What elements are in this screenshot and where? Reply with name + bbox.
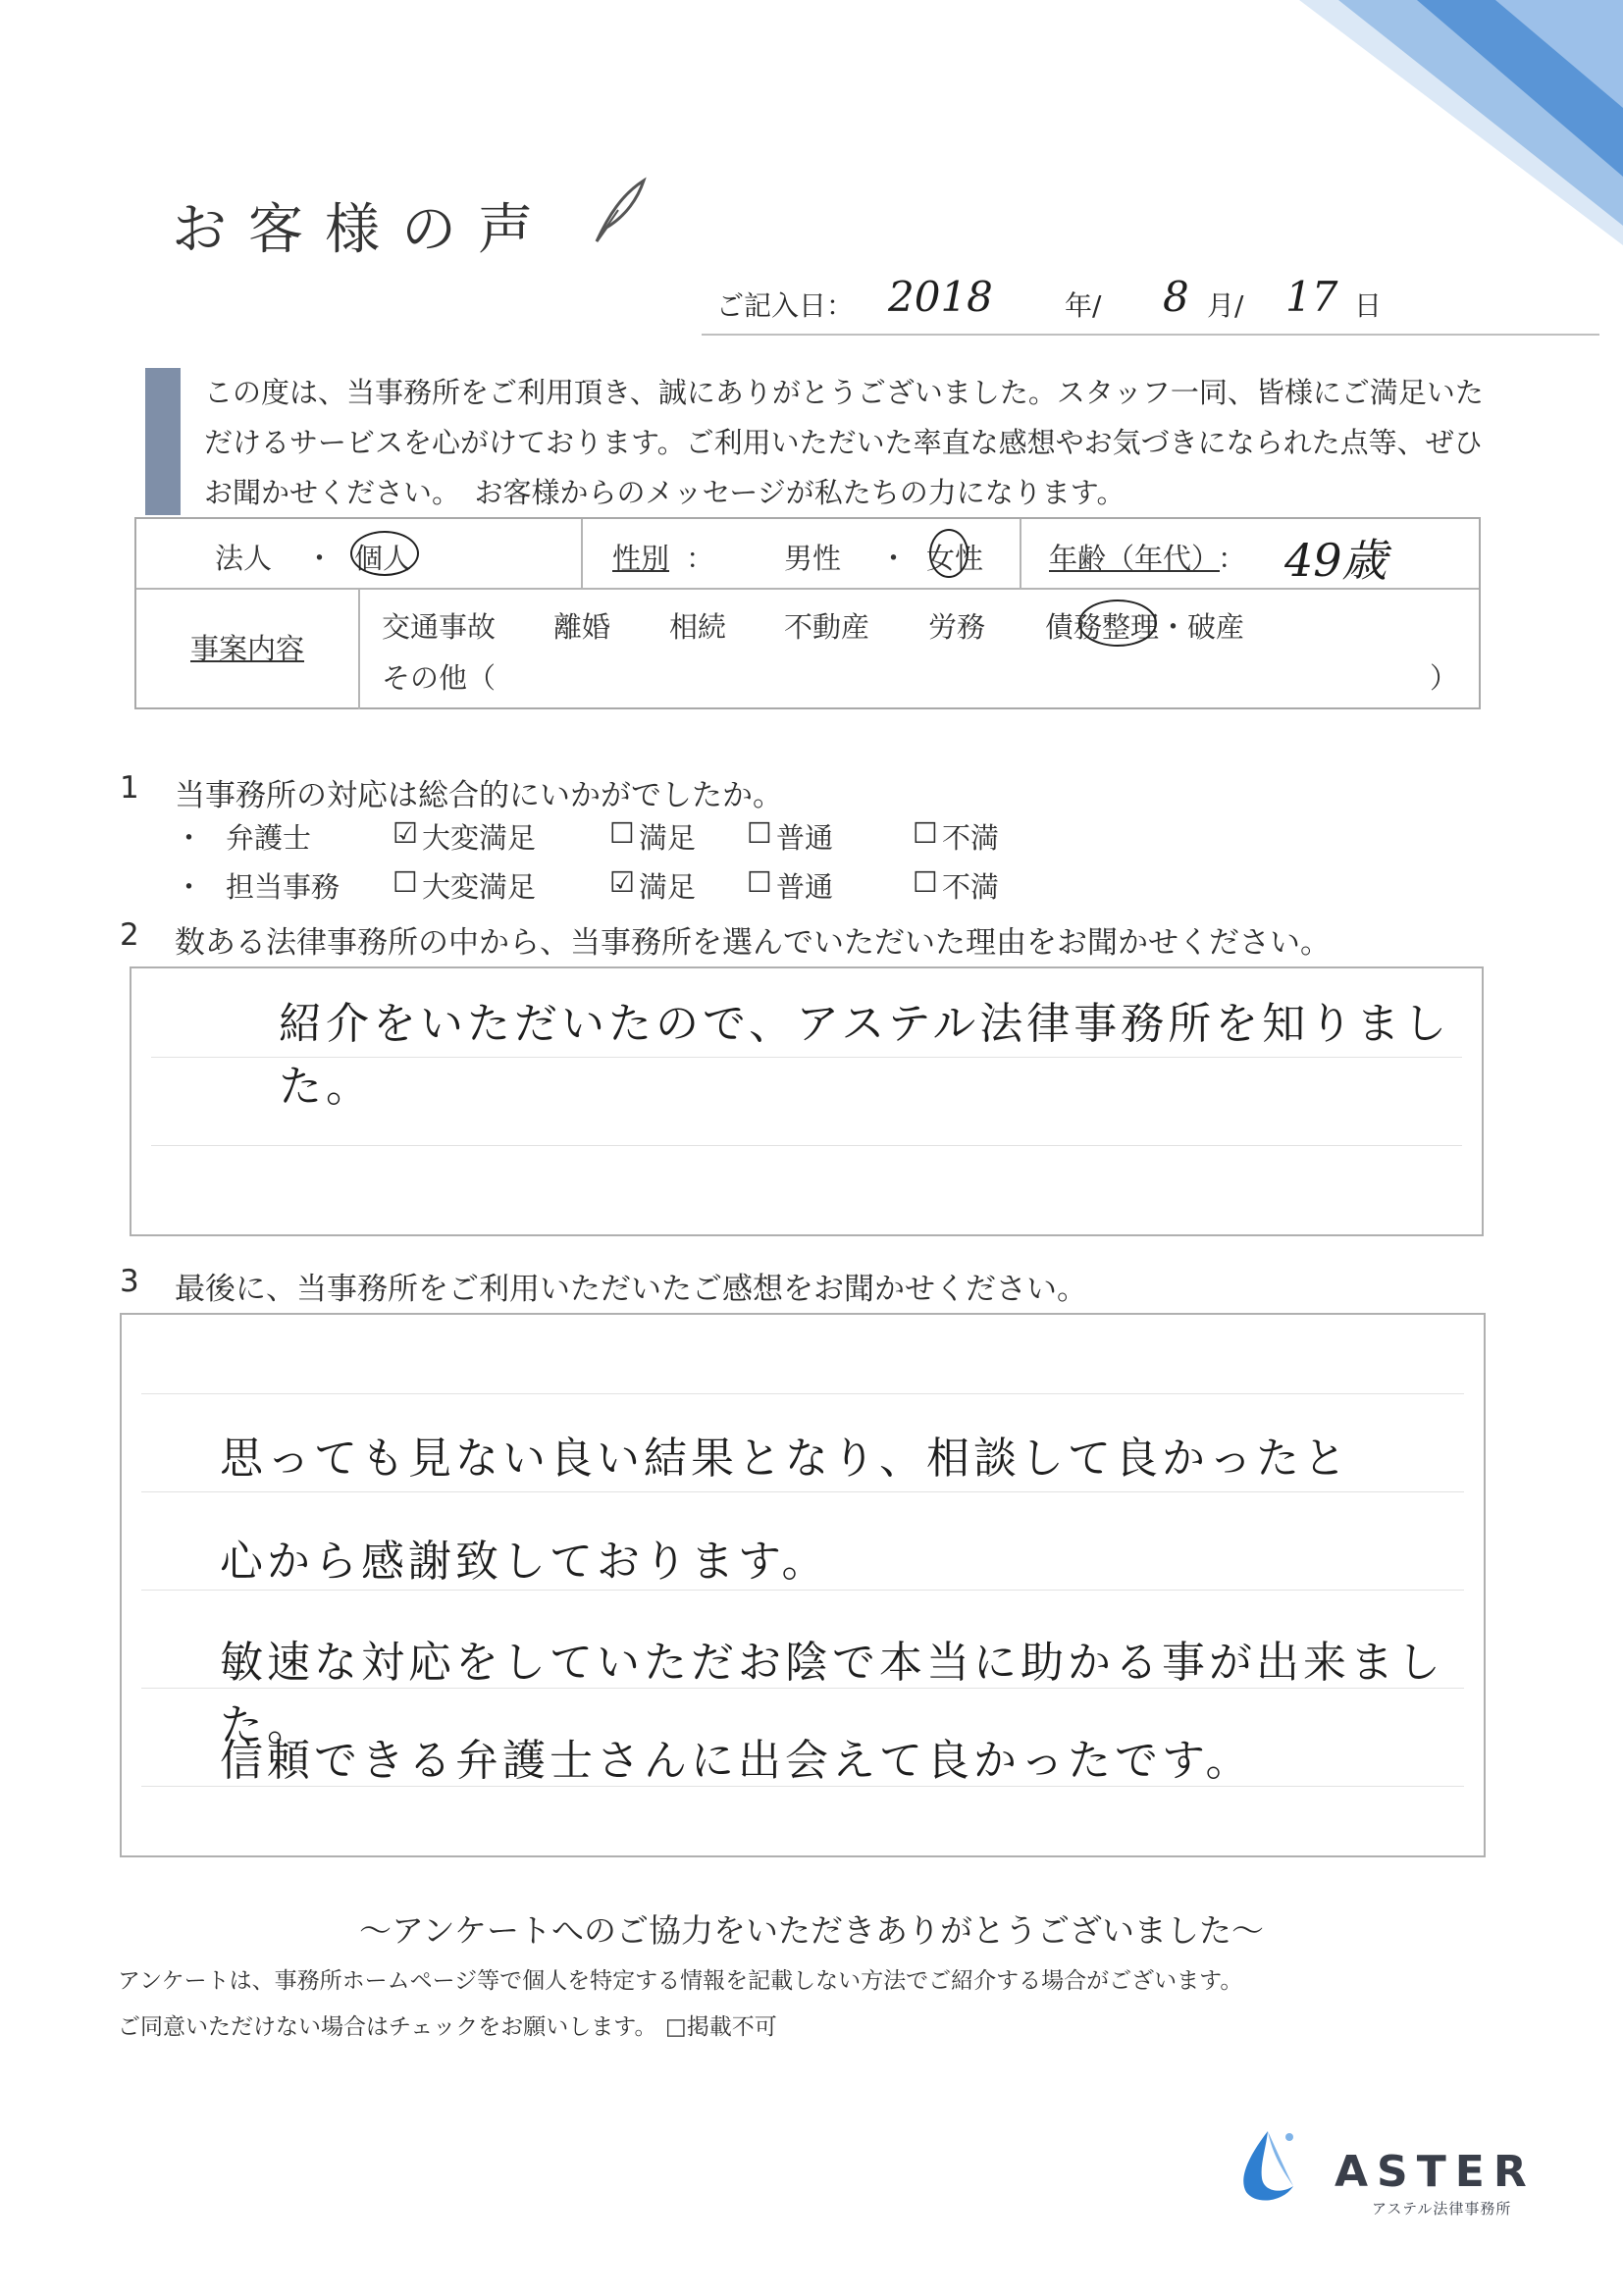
- q1-option-label: 普通: [776, 821, 834, 855]
- case-option-traffic[interactable]: 交通事故: [382, 610, 497, 644]
- selected-circle: [929, 529, 969, 578]
- divider: [141, 1590, 1464, 1591]
- separator: ：: [1218, 542, 1247, 575]
- date-underline: [702, 334, 1599, 336]
- q1-option-label: 大変満足: [422, 870, 537, 904]
- gender-label: 性別: [612, 542, 670, 575]
- date-row: [716, 273, 1599, 332]
- q3-answer-line: 信頼できる弁護士さんに出会えて良かったです。: [220, 1736, 1253, 1786]
- separator: ・: [879, 542, 909, 575]
- q1-option-label: 満足: [639, 870, 697, 904]
- checkbox[interactable]: ☐: [913, 816, 938, 850]
- separator: ・: [305, 542, 335, 575]
- q1-text: 当事務所の対応は総合的にいかがでしたか。: [175, 778, 783, 813]
- logo-wordmark: ASTER: [1335, 2147, 1536, 2197]
- intro-accent-bar: [145, 368, 181, 515]
- q1-option-label: 満足: [639, 821, 697, 855]
- q3-answer-line: 敏速な対応をしていただお陰で本当に助かる事が出来ました。: [220, 1638, 1444, 1750]
- case-option-realestate[interactable]: 不動産: [784, 610, 870, 644]
- divider: [358, 588, 360, 709]
- customer-info-table: [134, 517, 1481, 709]
- q1-row-label: 担当事務: [226, 870, 340, 904]
- date-day: 17: [1285, 273, 1338, 321]
- privacy-note: アンケートは、事務所ホームページ等で個人を特定する情報を記載しない方法でご紹介する場合がございます。: [118, 1968, 1243, 1994]
- q1-option-label: 不満: [942, 821, 1000, 855]
- date-month: 8: [1163, 273, 1189, 321]
- case-option-debt[interactable]: 債務整理・破産: [1045, 610, 1245, 644]
- quill-icon: [589, 177, 648, 245]
- gender-female-option[interactable]: 女性: [926, 542, 984, 575]
- thanks-message: ～アンケートへのご協力をいただきありがとうございました～: [358, 1911, 1265, 1950]
- separator: ：: [686, 542, 715, 575]
- divider: [141, 1393, 1464, 1394]
- q3-answer-box[interactable]: [120, 1313, 1486, 1857]
- divider: [136, 588, 1479, 590]
- q3-answer-line: 思っても見ない良い結果となり、相談して良かったと: [220, 1434, 1350, 1484]
- aster-logo-icon: [1229, 2127, 1307, 2206]
- type-individual-option[interactable]: 個人: [354, 542, 412, 575]
- q1-option-label: 不満: [942, 870, 1000, 904]
- checkbox[interactable]: ☐: [609, 816, 635, 850]
- q2-text: 数ある法律事務所の中から、当事務所を選んでいただいた理由をお聞かせください。: [175, 925, 1331, 961]
- q2-answer-box[interactable]: [130, 966, 1484, 1236]
- q3-answer-line: 心から感謝致しております。: [220, 1537, 829, 1587]
- case-other-close: ）: [1430, 661, 1459, 695]
- intro-line: だけるサービスを心がけております。ご利用いただいた率直な感想やお気づきになられた点等、ぜひ: [204, 426, 1483, 459]
- divider: [141, 1491, 1464, 1492]
- bullet: ・: [175, 870, 204, 904]
- checkbox-checked[interactable]: ☑: [609, 865, 635, 899]
- divider: [1020, 519, 1021, 588]
- publish-optout-checkbox[interactable]: □掲載不可: [665, 2014, 777, 2040]
- q1-rows: [175, 816, 1058, 914]
- case-option-labor[interactable]: 労務: [928, 610, 986, 644]
- date-day-unit: 日: [1354, 289, 1383, 322]
- date-label: ご記入日：: [716, 289, 855, 322]
- selected-circle: [350, 531, 419, 576]
- intro-line: この度は、当事務所をご利用頂き、誠にありがとうございました。スタッフ一同、皆様にご満足いた: [204, 376, 1484, 409]
- checkbox-checked[interactable]: ☑: [393, 816, 418, 850]
- case-option-inheritance[interactable]: 相続: [669, 610, 727, 644]
- checkbox[interactable]: ☐: [913, 865, 938, 899]
- intro-line: お聞かせください。 お客様からのメッセージが私たちの力になります。: [204, 476, 1126, 509]
- date-month-unit: 月/: [1207, 289, 1244, 322]
- q1-option-label: 普通: [776, 870, 834, 904]
- checkbox[interactable]: ☐: [393, 865, 418, 899]
- bullet: ・: [175, 821, 204, 855]
- corner-decoration: [1299, 0, 1623, 245]
- type-corp-option[interactable]: 法人: [215, 542, 273, 575]
- checkbox[interactable]: ☐: [747, 865, 772, 899]
- q2-answer: 紹介をいただいたので、アステル法律事務所を知りました。: [279, 999, 1451, 1112]
- q1-row-label: 弁護士: [226, 821, 312, 855]
- age-value: 49歳: [1284, 534, 1387, 587]
- divider: [151, 1145, 1462, 1146]
- consent-note: ご同意いただけない場合はチェックをお願いします。: [118, 2014, 657, 2040]
- q3-text: 最後に、当事務所をご利用いただいたご感想をお聞かせください。: [175, 1272, 1087, 1307]
- case-option-divorce[interactable]: 離婚: [553, 610, 611, 644]
- age-label: 年齢（年代）: [1049, 542, 1221, 575]
- divider: [581, 519, 583, 588]
- date-year: 2018: [888, 273, 993, 321]
- q1-number: 1: [120, 770, 139, 806]
- q3-number: 3: [120, 1264, 139, 1299]
- intro-text: [204, 368, 1519, 518]
- logo-subtitle: アステル法律事務所: [1372, 2200, 1512, 2218]
- q1-option-label: 大変満足: [422, 821, 537, 855]
- q2-number: 2: [120, 917, 139, 953]
- case-other-label: その他（: [382, 661, 497, 695]
- gender-male-option[interactable]: 男性: [784, 542, 842, 575]
- checkbox[interactable]: ☐: [747, 816, 772, 850]
- date-year-unit: 年/: [1065, 289, 1102, 322]
- selected-circle: [1078, 600, 1157, 647]
- page-title: お客様の声: [172, 198, 554, 262]
- case-label: 事案内容: [190, 632, 305, 665]
